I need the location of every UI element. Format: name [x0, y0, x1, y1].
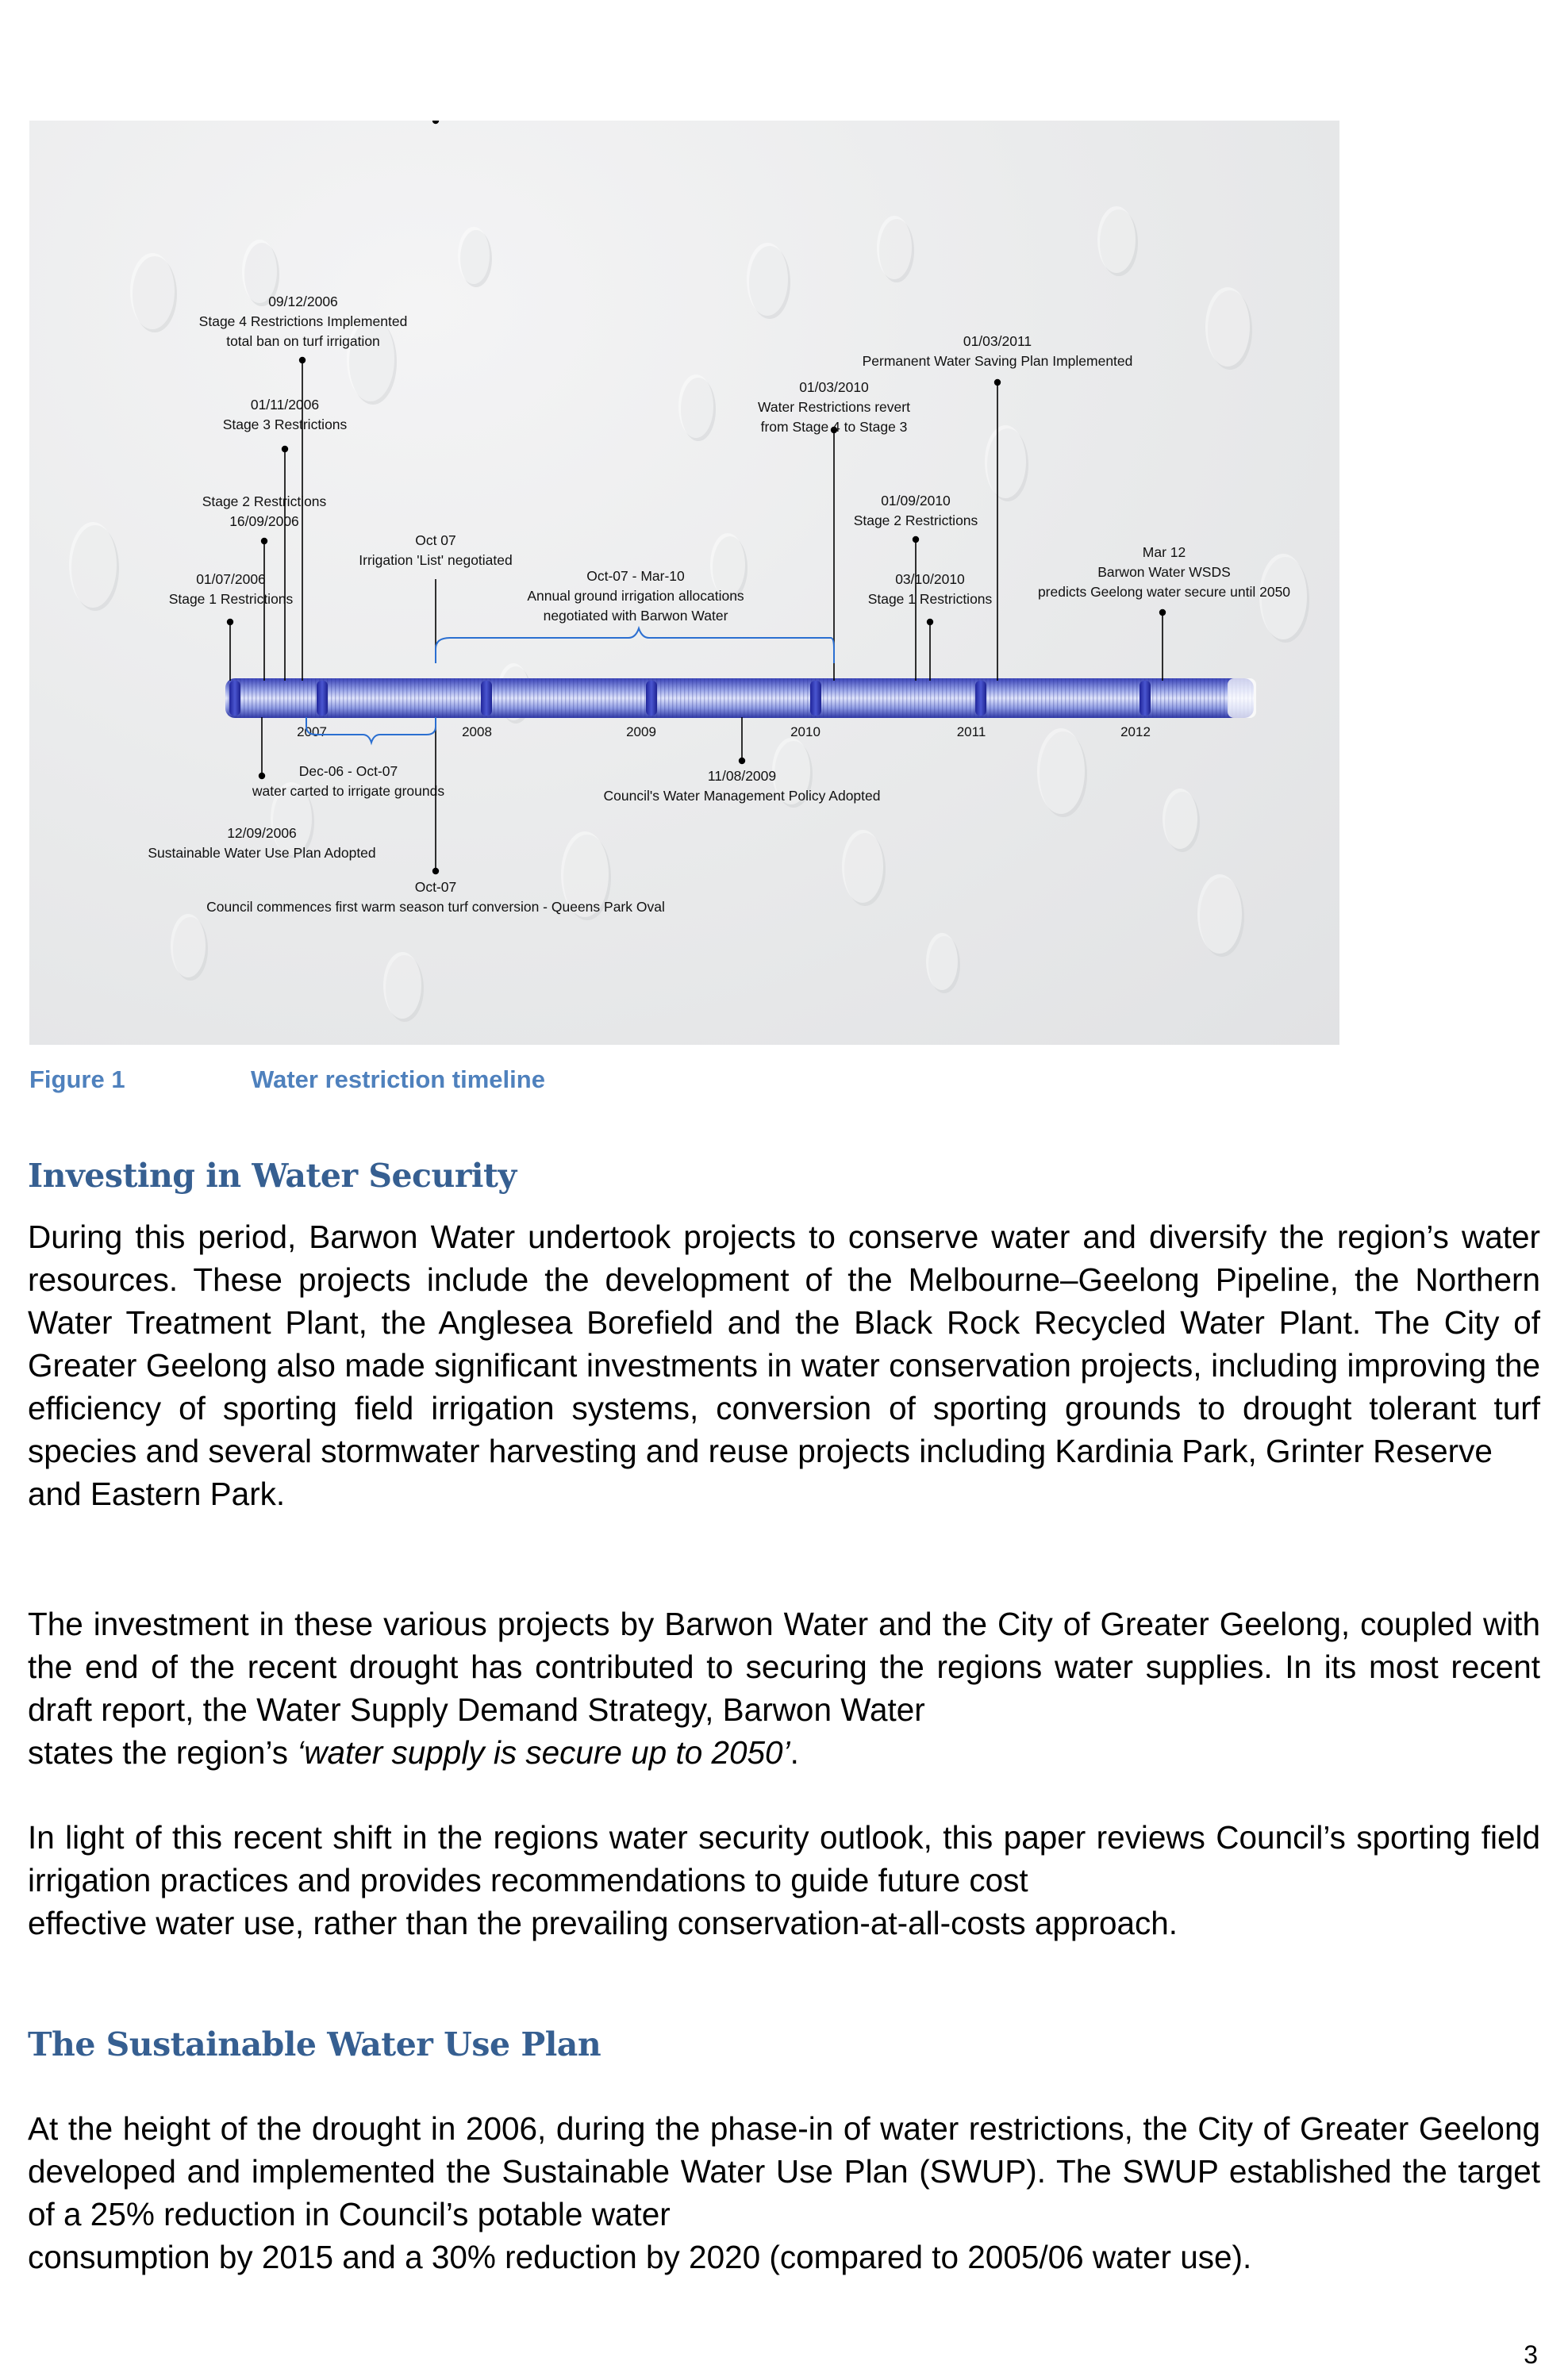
timeline-event	[252, 763, 444, 799]
event-dot	[299, 357, 306, 363]
section-heading-swup: The Sustainable Water Use Plan	[28, 2025, 601, 2063]
event-label-line: negotiated with Barwon Water	[543, 608, 728, 624]
figure-title: Water restriction timeline	[251, 1065, 545, 1093]
timeline-event	[868, 571, 993, 681]
year-tick-label: 2008	[462, 724, 492, 739]
event-dot	[994, 379, 1001, 386]
event-label-line: 01/03/2010	[799, 379, 869, 395]
bar-marker	[317, 681, 328, 716]
page-number: 3	[1524, 2340, 1538, 2369]
event-label-line: Stage 2 Restrictions	[202, 493, 327, 509]
timeline-event	[1038, 544, 1290, 681]
water-droplet	[747, 243, 788, 316]
event-dot	[739, 758, 745, 764]
timeline-event	[169, 571, 294, 681]
paragraph-swup	[28, 2107, 1540, 2278]
water-droplet	[130, 253, 175, 329]
timeline-figure	[29, 121, 1339, 1045]
water-droplet	[710, 533, 745, 597]
paragraph-review-purpose	[28, 1816, 1540, 1944]
event-dot	[1159, 609, 1166, 616]
event-label-line: 03/10/2010	[895, 571, 965, 587]
water-droplet	[1097, 206, 1136, 273]
year-tick-label: 2010	[790, 724, 821, 739]
water-droplet	[69, 522, 117, 608]
year-tick-label: 2012	[1120, 724, 1151, 739]
water-droplet	[458, 227, 490, 284]
water-droplet	[383, 952, 421, 1019]
event-label-line: water carted to irrigate grounds	[252, 783, 445, 799]
event-dot	[259, 773, 265, 779]
timeline-event	[202, 493, 327, 681]
paragraph-last-line: consumption by 2015 and a 30% reduction by 2020 (compared to 2005/06 water use).	[28, 2239, 1252, 2275]
event-label-line: from Stage 4 to Stage 3	[760, 419, 908, 435]
event-dot	[282, 446, 288, 452]
bar-marker	[481, 681, 492, 716]
bar-marker	[646, 681, 657, 716]
bar-marker	[975, 681, 986, 716]
water-droplet	[171, 914, 206, 977]
timeline-event	[223, 397, 348, 681]
timeline-chart	[29, 121, 1339, 1045]
event-label-line: 11/08/2009	[707, 768, 777, 784]
paragraph-body: The investment in these various projects by Barwon Water and the City of Greater Geelong, coupled with the end of the recent drought has contributed to securing the regions water supplies. In its most recent draft report, the Water Supply Demand Strategy, Barwon Water	[28, 1606, 1540, 1728]
event-label-line: Barwon Water WSDS	[1097, 564, 1231, 580]
event-label-line: Council commences first warm season turf conversion - Queens Park Oval	[206, 899, 665, 915]
event-dot	[913, 536, 919, 543]
event-label-line: Annual ground irrigation allocations	[527, 588, 744, 604]
year-tick-label: 2011	[956, 724, 986, 739]
year-tick-label: 2009	[626, 724, 656, 739]
event-dot	[432, 121, 439, 124]
event-label-line: Oct-07	[414, 879, 457, 895]
paragraph-last-line	[28, 1731, 1540, 1774]
text-run: states the region’s	[28, 1734, 298, 1771]
paragraph-body: At the height of the drought in 2006, during the phase-in of water restrictions, the City of Greater Geelong developed and implemented the Sustainable Water Use Plan (SWUP). The SWUP established the target of a 25% reduction in Council’s potable water	[28, 2110, 1540, 2232]
event-label-line: 16/09/2006	[229, 513, 299, 529]
paragraph-investment-outcome	[28, 1603, 1540, 1774]
event-dot	[227, 619, 233, 625]
timeline-bar	[225, 678, 1256, 718]
event-label-line: Stage 4 Restrictions Implemented	[198, 313, 408, 329]
water-droplet	[926, 933, 958, 990]
text-run: .	[790, 1734, 799, 1771]
event-dot	[927, 619, 933, 625]
section-heading-investing: Investing in Water Security	[28, 1157, 517, 1195]
year-tick-label: 2007	[297, 724, 327, 739]
bar-marker	[1139, 681, 1151, 716]
event-label-line: Oct-07 - Mar-10	[586, 568, 685, 584]
event-label-line: 01/07/2006	[196, 571, 266, 587]
event-label-line: 01/09/2010	[881, 493, 951, 509]
event-label-line: 01/11/2006	[250, 397, 320, 413]
figure-label: Figure 1	[29, 1065, 125, 1093]
event-label-line: Sustainable Water Use Plan Adopted	[148, 845, 376, 861]
bar-marker	[229, 681, 240, 716]
paragraph-last-line: and Eastern Park.	[28, 1476, 286, 1512]
water-droplet	[1197, 874, 1242, 954]
timeline-event	[758, 379, 910, 681]
water-droplet	[842, 830, 883, 903]
event-label-line: Stage 1 Restrictions	[867, 591, 993, 607]
event-label-line: Stage 1 Restrictions	[168, 591, 294, 607]
paragraph-investing	[28, 1215, 1540, 1515]
water-droplet	[1163, 789, 1197, 849]
event-label-line: Water Restrictions revert	[758, 399, 910, 415]
paragraph-last-line: effective water use, rather than the prevailing conservation-at-all-costs approach.	[28, 1905, 1178, 1941]
paragraph-body: In light of this recent shift in the regions water security outlook, this paper reviews Council’s sporting field irrigation practices and provides recommendations to guide future cost	[28, 1819, 1540, 1898]
bar-marker	[810, 681, 821, 716]
event-label-line: Stage 2 Restrictions	[853, 512, 978, 528]
paragraph-body: During this period, Barwon Water undertook projects to conserve water and diversify the region’s water resources. These projects include the development of the Melbourne–Geelong Pipeline, the Northern Water Treatment Plant, the Anglesea Borefield and the Black Rock Recycled Water Plant. The City of Greater Geelong also made significant investments in water conservation projects, including improving the efficiency of sporting field irrigation systems, conversion of sporting grounds to drought tolerant turf species and several stormwater harvesting and reuse projects including Kardinia Park, Grinter Reserve	[28, 1219, 1540, 1469]
event-label-line: total ban on turf irrigation	[226, 333, 380, 349]
event-label-line: Mar 12	[1142, 544, 1186, 560]
event-label-line: predicts Geelong water secure until 2050	[1037, 584, 1291, 600]
event-label-line: Dec-06 - Oct-07	[298, 763, 398, 779]
allocation-period-brace	[436, 628, 834, 663]
water-droplet	[1205, 287, 1250, 367]
event-label-line: 01/03/2011	[963, 333, 1032, 349]
event-label-line: Oct 07	[415, 532, 456, 548]
event-label-line: Permanent Water Saving Plan Implemented	[862, 353, 1133, 369]
quote-italic: ‘water supply is secure up to 2050’	[297, 1734, 790, 1771]
water-droplet	[985, 425, 1026, 498]
event-label-line: 12/09/2006	[227, 825, 297, 841]
event-label-line: Stage 3 Restrictions	[222, 416, 348, 432]
water-droplet	[877, 216, 912, 279]
event-label-line: Irrigation 'List' negotiated	[359, 552, 513, 568]
water-droplet	[1037, 728, 1085, 814]
event-dot	[432, 868, 439, 874]
event-label-line: Council's Water Management Policy Adopted	[603, 788, 881, 804]
event-label-line: 09/12/2006	[268, 294, 338, 309]
event-dot	[261, 538, 267, 544]
water-droplet	[678, 374, 713, 438]
